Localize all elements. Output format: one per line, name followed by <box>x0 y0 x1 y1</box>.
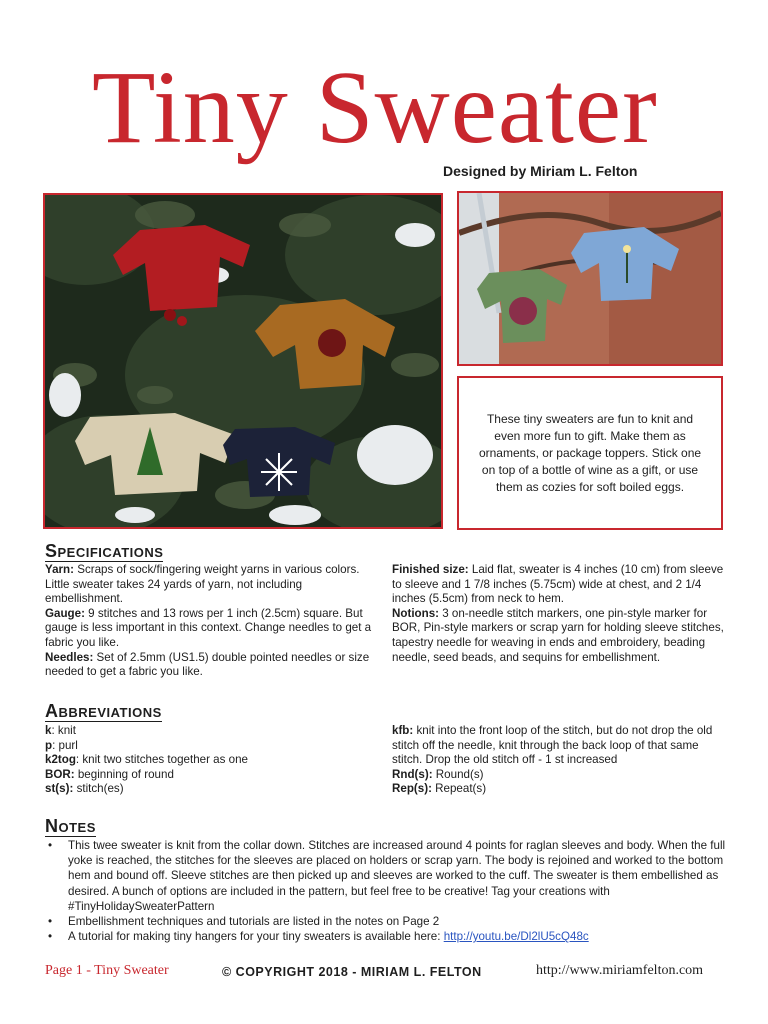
spec-finished-size: Finished size: Laid flat, sweater is 4 inches (10 cm) from sleeve to sleeve and 1 7/8 inches (5.75cm) wide at chest, and 2 1/4 inches (5.5cm) from neck to hem. <box>392 563 724 606</box>
abbr-item: BOR: beginning of round <box>45 767 174 781</box>
notes-heading <box>45 818 96 837</box>
list-item: • A tutorial for making tiny hangers for your tiny sweaters is available here: http://youtu.be/Dl2lU5cQ48c <box>48 930 589 944</box>
footer-website-link[interactable]: http://www.miriamfelton.com <box>536 963 704 978</box>
abbreviations-heading <box>45 703 162 722</box>
specifications-left <box>45 563 380 680</box>
main-photo <box>43 193 443 529</box>
list-item: • This twee sweater is knit from the collar down. Stitches are increased around 4 points for raglan sleeves and body. When the full yoke is reached, the stitches for the sleeves are placed on holders or scrap yarn. The body is rejoined and worked to the bottom hem and bound off. Sleeve stitches are then picked up and sleeves are worked to the cuff. The sweater is them embellished as desired. A bunch of options are included in the pattern, but feel free to be creative! Tag your creations with #TinyHolidaySweaterPattern <box>48 839 726 913</box>
specifications-right <box>392 563 727 665</box>
abbreviations-right <box>392 724 727 797</box>
bullet-icon: • <box>48 915 53 929</box>
notes-list <box>45 838 735 944</box>
designer-credit: Designed by Miriam L. Felton <box>443 163 638 179</box>
specifications-heading-text: Specifications <box>45 541 164 561</box>
spec-needles: Needles: Set of 2.5mm (US1.5) double pointed needles or size needed to get a fabric you like. <box>45 650 370 679</box>
abbr-item: k2tog: knit two stitches together as one <box>45 753 248 767</box>
bullet-icon: • <box>48 930 53 944</box>
intro-box <box>457 376 723 530</box>
spec-yarn: Yarn: Scraps of sock/fingering weight yarns in various colors. Little sweater takes 24 yards of yarn, not including embellishment. <box>45 563 360 606</box>
footer-page-label: Page 1 - Tiny Sweater <box>45 963 169 978</box>
notes-heading-text: Notes <box>45 816 96 836</box>
abbr-item: k: knit <box>45 724 76 737</box>
side-photo-illustration <box>459 193 721 364</box>
abbr-item: st(s): stitch(es) <box>45 782 124 796</box>
side-photo <box>457 191 723 366</box>
spec-gauge: Gauge: 9 stitches and 13 rows per 1 inch (2.5cm) square. But gauge is less important in this context. Change needles to get a fabric you like. <box>45 606 372 649</box>
intro-text: These tiny sweaters are fun to knit and even more fun to gift. Make them as ornaments, or package toppers. Stick one on top of a bottle of wine as a gift, or use them as cozies for soft boiled eggs. <box>478 411 702 494</box>
specifications-heading <box>45 543 163 562</box>
abbreviations-heading-text: Abbreviations <box>45 701 162 721</box>
spec-notions: Notions: 3 on-needle stitch markers, one pin-style marker for BOR, Pin-style markers or scrap yarn for holding sleeve stitches, tapestry needle for weaving in ends and embroidery, beading needle, seed beads, and sequins for embellishment. <box>392 606 724 664</box>
abbr-item: Rep(s): Repeat(s) <box>392 782 487 796</box>
list-item: • Embellishment techniques and tutorials are listed in the notes on Page 2 <box>48 915 440 929</box>
bullet-icon: • <box>48 839 53 852</box>
main-photo-illustration <box>45 195 441 527</box>
footer-copyright: © COPYRIGHT 2018 - MIRIAM L. FELTON <box>222 965 482 979</box>
page-title: Tiny Sweater <box>92 50 658 165</box>
abbr-item: p: purl <box>45 738 78 752</box>
abbreviations-left <box>45 724 380 797</box>
abbr-item: Rnd(s): Round(s) <box>392 767 484 781</box>
abbr-item: kfb: knit into the front loop of the stitch, but do not drop the old stitch off the needle, knit through the back loop of that same stitch. Drop the old stitch off - 1 st increased <box>392 724 713 767</box>
tutorial-link[interactable]: http://youtu.be/Dl2lU5cQ48c <box>443 930 589 944</box>
